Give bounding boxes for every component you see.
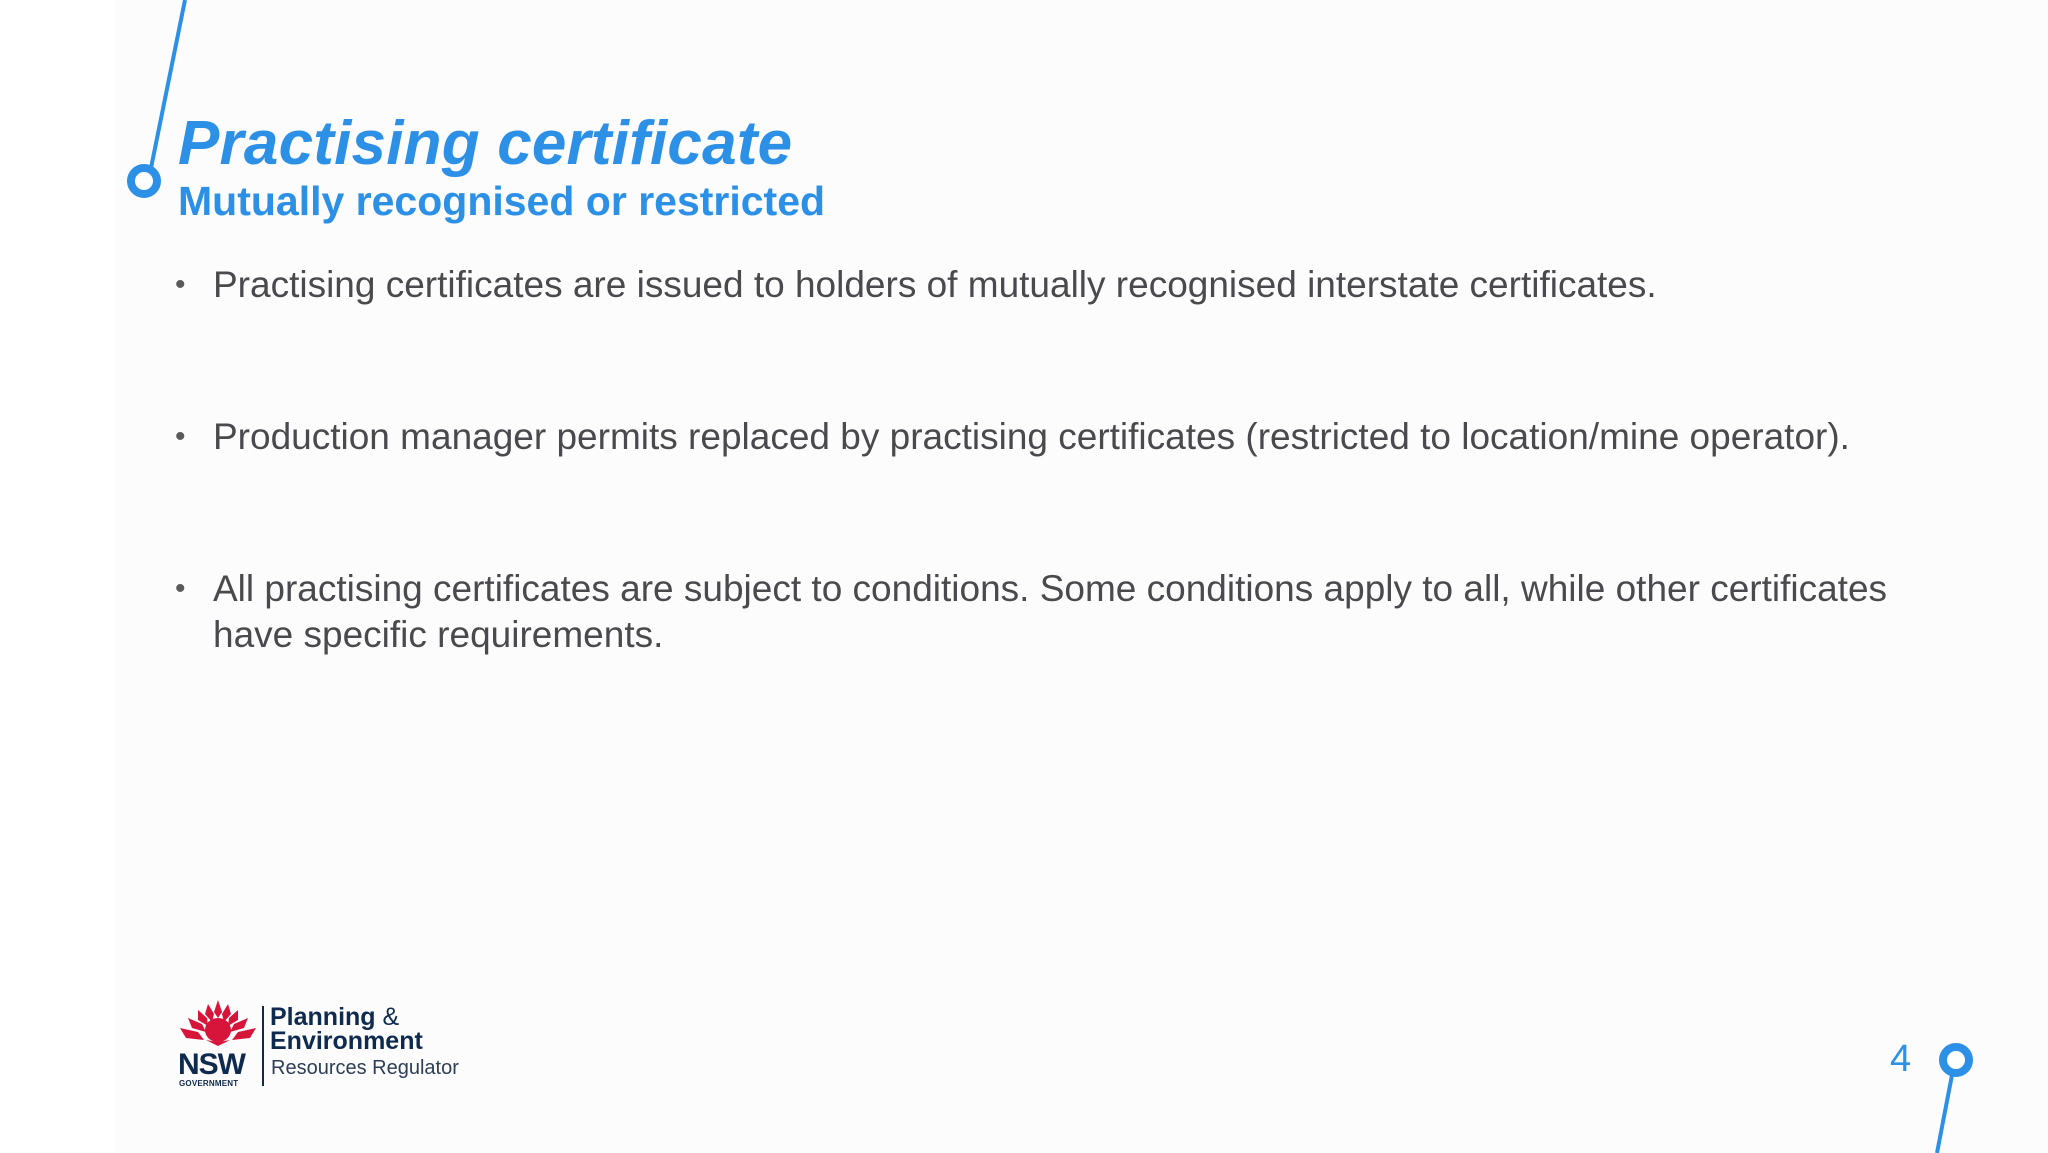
bullet-dot: • <box>175 268 186 301</box>
logo-divider <box>262 1006 264 1086</box>
bullet-text: All practising certificates are subject to conditions. Some conditions apply to all, while other certificates have specific requirements. <box>213 568 1888 655</box>
slide-title: Practising certificate <box>178 109 793 178</box>
logo-planning-text: Planning <box>270 1003 376 1031</box>
logo-line-resources-regulator: Resources Regulator <box>271 1057 459 1079</box>
logo-nsw-text: NSW <box>178 1048 245 1081</box>
bullet-item <box>175 262 1935 308</box>
bullet-item <box>175 566 1935 658</box>
bullet-dot: • <box>175 420 186 453</box>
bullet-text: Production manager permits replaced by practising certificates (restricted to location/mine operator). <box>213 416 1850 457</box>
logo-line-environment: Environment <box>270 1027 423 1055</box>
nsw-planning-logo <box>178 998 478 1090</box>
page-number: 4 <box>1890 1038 1912 1080</box>
top-left-line-ring-icon <box>131 0 185 194</box>
bullet-dot: • <box>175 572 186 605</box>
bottom-right-line-ring-icon <box>1937 1047 1969 1153</box>
bullet-list <box>175 262 1935 658</box>
bullet-item <box>175 414 1935 460</box>
logo-government-text: GOVERNMENT <box>179 1079 239 1088</box>
bullet-text: Practising certificates are issued to holders of mutually recognised interstate certificates. <box>213 264 1657 305</box>
logo-ampersand: & <box>382 1003 400 1031</box>
waratah-flower-icon <box>178 998 258 1048</box>
slide-subtitle: Mutually recognised or restricted <box>178 178 826 224</box>
